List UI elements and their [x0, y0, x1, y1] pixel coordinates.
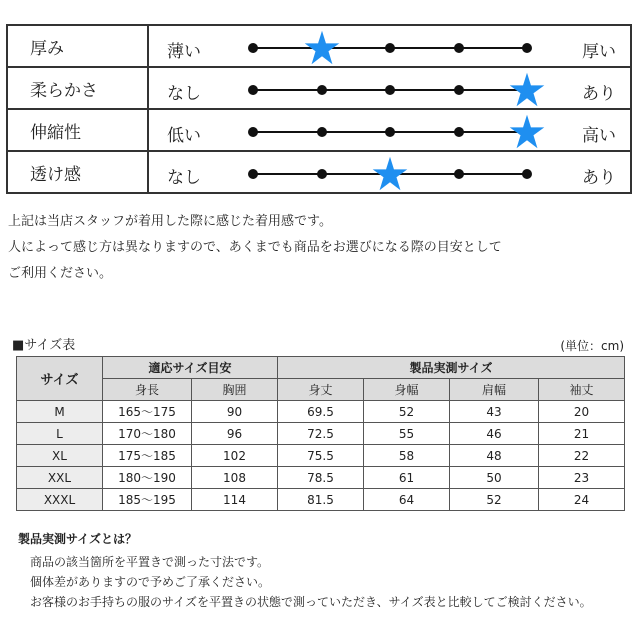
size-value-cell: 96	[192, 423, 278, 445]
column-header-height: 身長	[103, 379, 192, 401]
size-value-cell: 48	[450, 445, 539, 467]
definition-line-3: お客様のお手持ちの服のサイズを平置きの状態で測っていただき、サイズ表と比較してご検討ください。	[30, 595, 592, 609]
size-value-cell: 185～195	[103, 489, 192, 511]
column-header-shoulder: 肩幅	[450, 379, 539, 401]
star-icon	[372, 156, 408, 192]
scale-high-label: あり	[582, 168, 616, 188]
size-name-cell: XL	[17, 445, 103, 467]
size-value-cell: 21	[539, 423, 625, 445]
size-value-cell: 165～175	[103, 401, 192, 423]
size-value-cell: 64	[364, 489, 450, 511]
measured-size-group-header: 製品実測サイズ	[278, 357, 625, 379]
definition-line-1: 商品の該当箇所を平置きで測った寸法です。	[30, 555, 270, 569]
feel-note-line-1: 上記は当店スタッフが着用した際に感じた着用感です。	[8, 214, 332, 229]
star-icon	[509, 72, 545, 108]
size-name-cell: M	[17, 401, 103, 423]
table-row	[17, 489, 625, 511]
scale-high-label: 厚い	[582, 42, 616, 62]
feel-scale	[148, 67, 631, 109]
definition-line-2: 個体差がありますので予めご了承ください。	[30, 575, 271, 589]
size-value-cell: 43	[450, 401, 539, 423]
feel-scale	[148, 25, 631, 67]
feel-note-line-2: 人によって感じ方は異なりますので、あくまでも商品をお選びになる際の目安として	[8, 240, 502, 255]
scale-high-label: あり	[582, 84, 616, 104]
scale-dot	[385, 85, 395, 95]
size-value-cell: 90	[192, 401, 278, 423]
feel-row	[7, 151, 631, 193]
table-row	[17, 445, 625, 467]
definition-title: 製品実測サイズとは？	[18, 532, 138, 546]
feel-label: 柔らかさ	[7, 67, 148, 109]
size-value-cell: 22	[539, 445, 625, 467]
size-value-cell: 81.5	[278, 489, 364, 511]
size-column-header: サイズ	[17, 357, 103, 401]
scale-dot	[385, 43, 395, 53]
scale-high-label: 高い	[582, 126, 616, 146]
size-value-cell: 69.5	[278, 401, 364, 423]
column-header-body-width: 身幅	[364, 379, 450, 401]
size-value-cell: 46	[450, 423, 539, 445]
size-table-title: ■サイズ表	[12, 338, 76, 353]
feel-label: 厚み	[7, 25, 148, 67]
feel-note-line-3: ご利用ください。	[8, 266, 113, 281]
scale-dot	[317, 85, 327, 95]
scale-dot	[317, 169, 327, 179]
scale-dot	[248, 169, 258, 179]
star-icon	[304, 30, 340, 66]
scale-dot	[248, 43, 258, 53]
scale-low-label: 低い	[167, 126, 201, 146]
feel-scale	[148, 151, 631, 193]
fit-feel-table	[6, 24, 632, 194]
size-name-cell: L	[17, 423, 103, 445]
size-value-cell: 23	[539, 467, 625, 489]
size-value-cell: 58	[364, 445, 450, 467]
scale-dot	[454, 169, 464, 179]
size-value-cell: 102	[192, 445, 278, 467]
feel-row	[7, 67, 631, 109]
feel-label: 伸縮性	[7, 109, 148, 151]
column-header-length: 身丈	[278, 379, 364, 401]
size-value-cell: 72.5	[278, 423, 364, 445]
size-value-cell: 52	[364, 401, 450, 423]
scale-dot	[385, 127, 395, 137]
table-row	[17, 423, 625, 445]
size-value-cell: 61	[364, 467, 450, 489]
scale-dot	[248, 85, 258, 95]
scale-dot	[317, 127, 327, 137]
scale-dot	[522, 169, 532, 179]
size-value-cell: 170～180	[103, 423, 192, 445]
fit-guide-group-header: 適応サイズ目安	[103, 357, 278, 379]
size-value-cell: 24	[539, 489, 625, 511]
column-header-chest: 胸囲	[192, 379, 278, 401]
feel-scale	[148, 109, 631, 151]
scale-low-label: なし	[167, 84, 201, 104]
scale-low-label: なし	[167, 168, 201, 188]
size-value-cell: 52	[450, 489, 539, 511]
size-value-cell: 50	[450, 467, 539, 489]
scale-dot	[454, 43, 464, 53]
feel-row	[7, 109, 631, 151]
column-header-sleeve: 袖丈	[539, 379, 625, 401]
scale-dot	[522, 43, 532, 53]
scale-dot	[454, 127, 464, 137]
size-value-cell: 20	[539, 401, 625, 423]
feel-label: 透け感	[7, 151, 148, 193]
scale-dot	[248, 127, 258, 137]
size-table	[16, 356, 625, 511]
size-value-cell: 55	[364, 423, 450, 445]
scale-dot	[454, 85, 464, 95]
scale-low-label: 薄い	[167, 42, 201, 62]
table-row	[17, 401, 625, 423]
star-icon	[509, 114, 545, 150]
size-value-cell: 78.5	[278, 467, 364, 489]
size-value-cell: 108	[192, 467, 278, 489]
size-name-cell: XXXL	[17, 489, 103, 511]
size-value-cell: 175～185	[103, 445, 192, 467]
size-table-unit: (単位：cm)	[560, 339, 624, 353]
size-value-cell: 75.5	[278, 445, 364, 467]
feel-row	[7, 25, 631, 67]
table-row	[17, 467, 625, 489]
size-value-cell: 114	[192, 489, 278, 511]
size-name-cell: XXL	[17, 467, 103, 489]
size-value-cell: 180～190	[103, 467, 192, 489]
